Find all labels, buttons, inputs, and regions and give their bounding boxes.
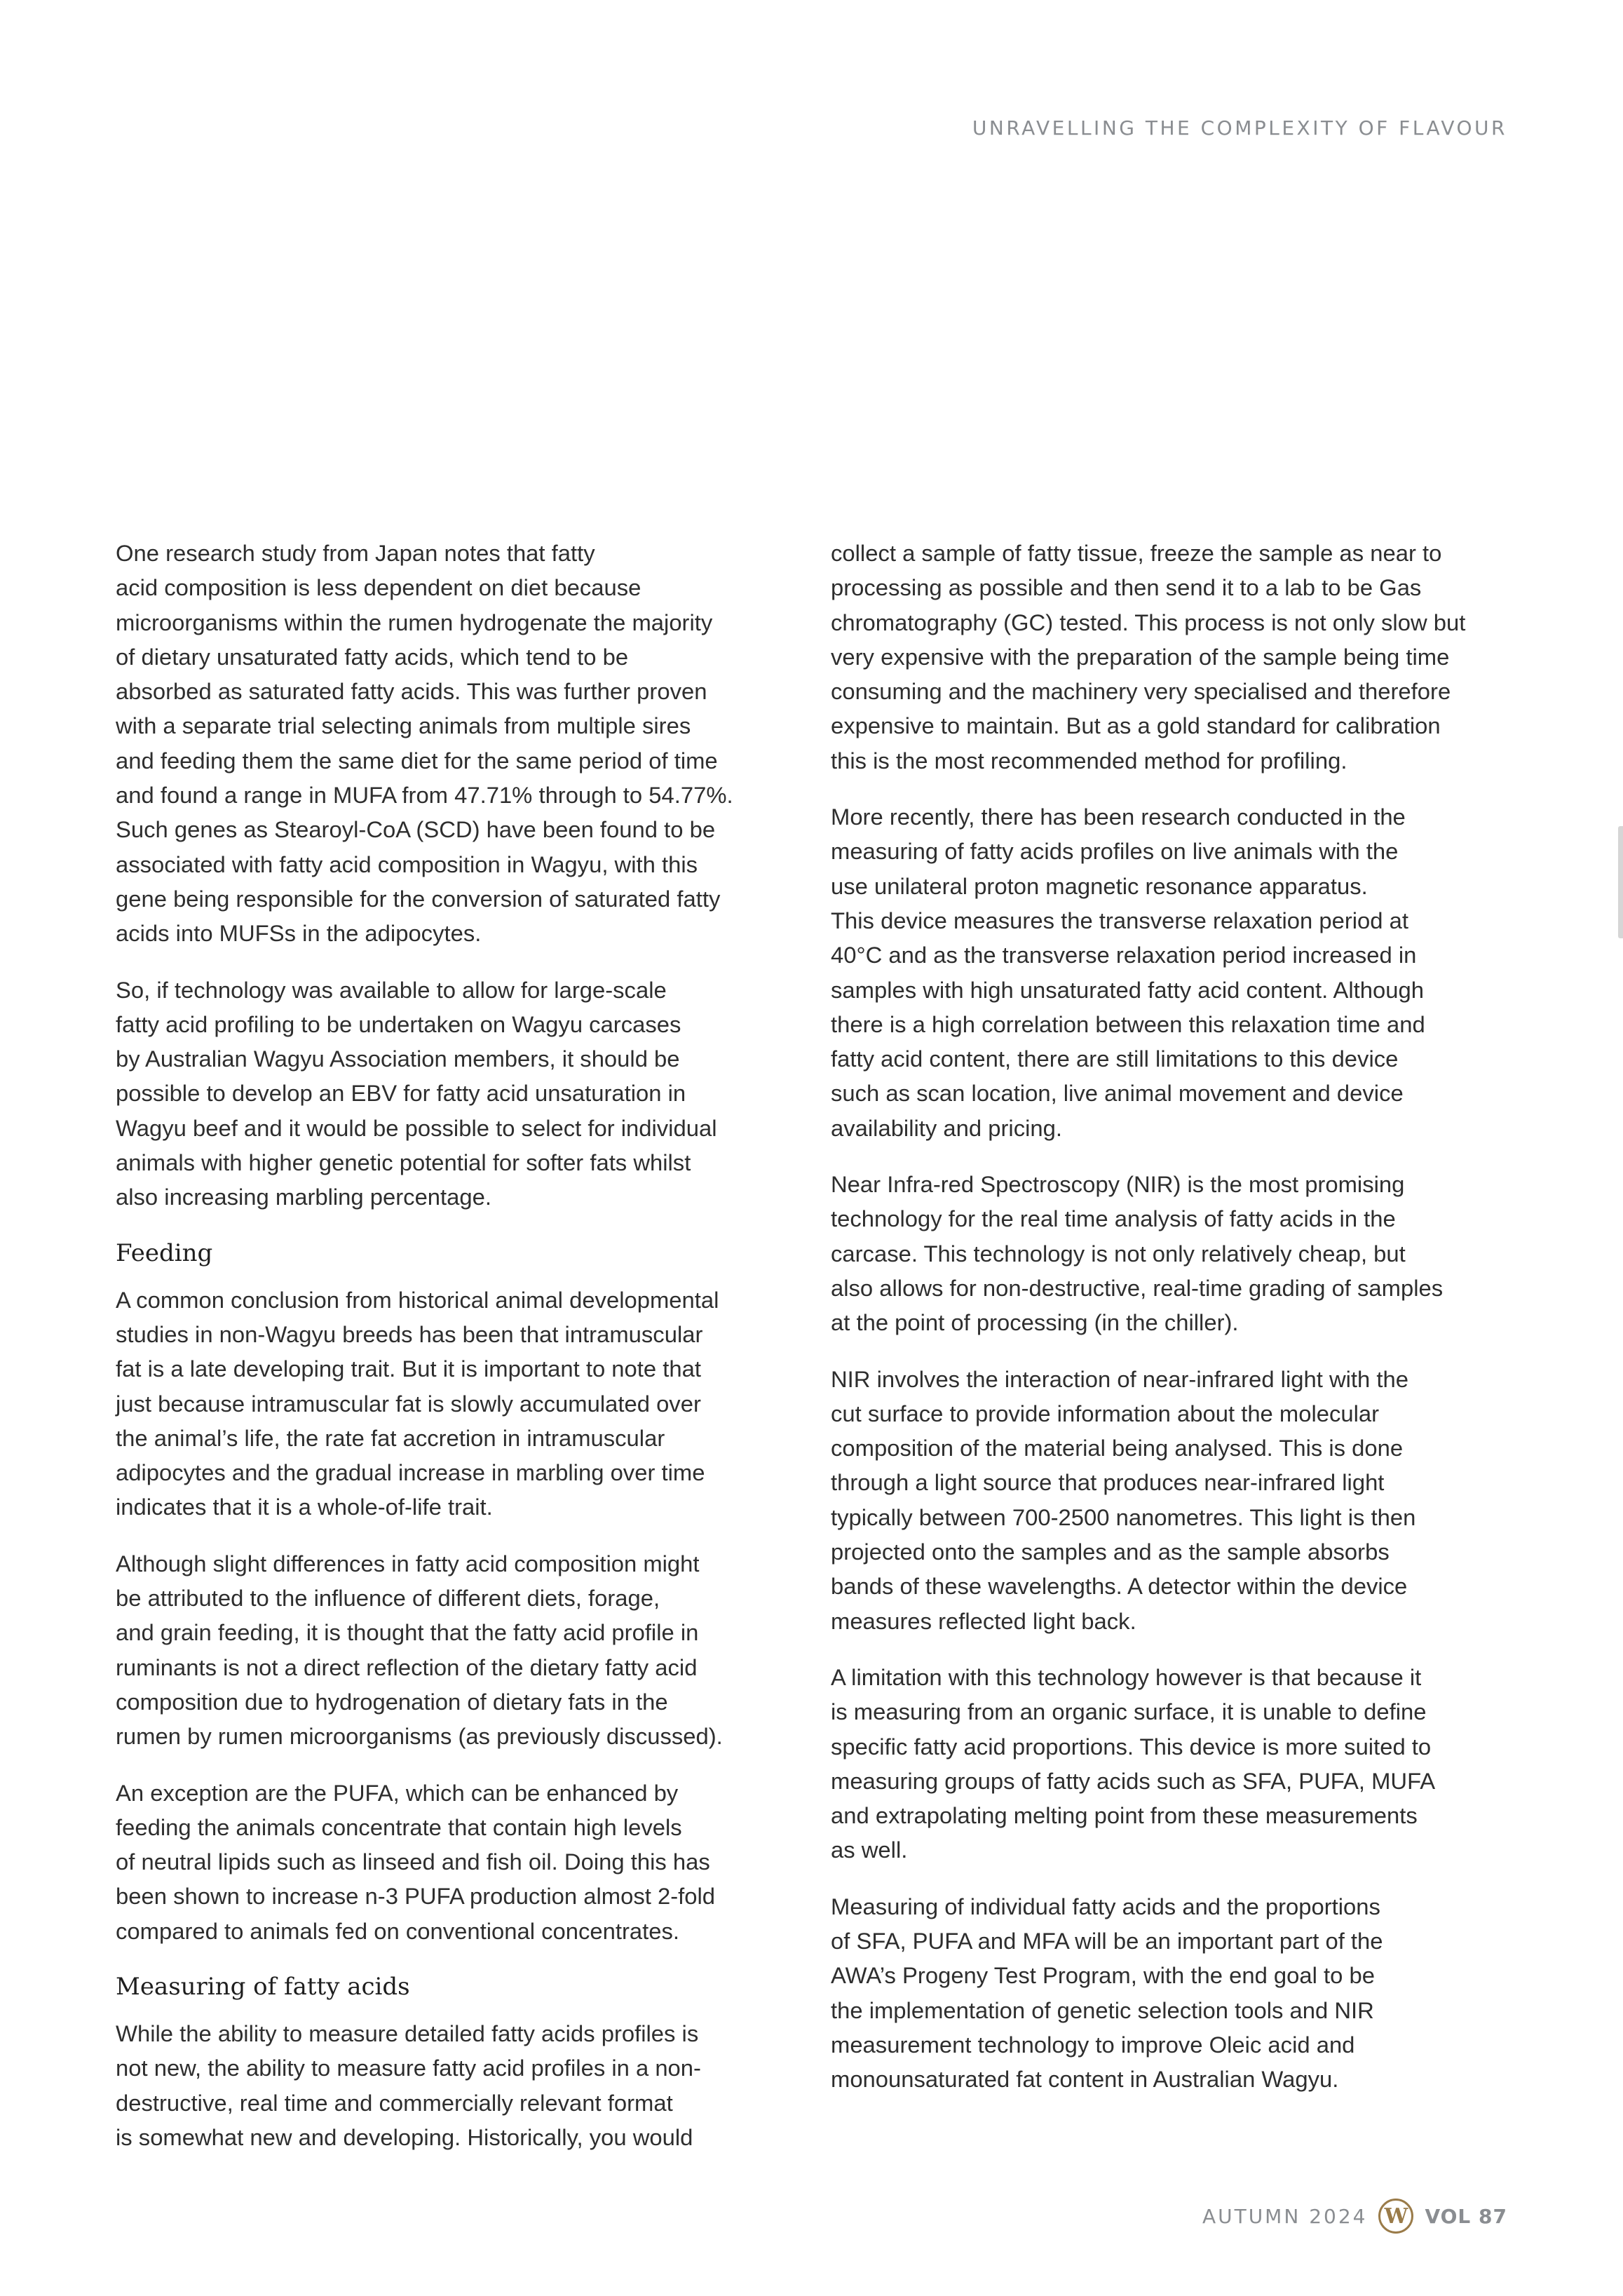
heading-feeding: Feeding: [116, 1238, 213, 1267]
paragraph-measuring-intro: While the ability to measure detailed fatty acids profiles is not new, the ability to measure fatty acid profiles in a non- destructive, real time and commercially relevant format is somewhat new and developing. Historically, you would: [116, 2020, 701, 2150]
left-column: [116, 536, 771, 2176]
paragraph-diet-differences: Although slight differences in fatty acid composition might be attributed to the influence of different diets, forage, and grain feeding, it is thought that the fatty acid profile in ruminants is not a direct reflection of the dietary fatty acid composition due to hydrogenation of dietary fats in the rumen by rumen microorganisms (as previously discussed).: [116, 1550, 723, 1750]
right-column: [831, 536, 1486, 2118]
paragraph-magnetic-resonance: More recently, there has been research conducted in the measuring of fatty acids profiles on live animals with the use unilateral proton magnetic resonance apparatus. This device measures the transverse relaxation period at 40°C and as the transverse relaxation period increased in samples with high unsaturated fatty acid content. Although there is a high correlation between this relaxation time and fatty acid content, there are still limitations to this device such as scan location, live animal movement and device availability and pricing.: [831, 804, 1425, 1141]
paragraph-pufa-exception: An exception are the PUFA, which can be enhanced by feeding the animals concentrate that contain high levels of neutral lipids such as linseed and fish oil. Doing this has been shown to increase n-3 PUFA production almost 2-fold compared to animals fed on conventional concentrates.: [116, 1779, 716, 1944]
running-header-title: UNRAVELLING THE COMPLEXITY OF FLAVOUR: [972, 116, 1507, 140]
volume-label: VOL 87: [1425, 2204, 1507, 2228]
paragraph-nir-interaction: NIR involves the interaction of near-infrared light with the cut surface to provide information about the molecular composition of the material being analysed. This is done through a light source that produces near-infrared light typically between 700-2500 nanometres. This light is then projected onto the samples and as the sample absorbs bands of these wavelengths. A detector within the device measures reflected light back.: [831, 1365, 1416, 1634]
paragraph-developmental-studies: A common conclusion from historical animal developmental studies in non-Wagyu breeds has been that intramuscular fat is a late developing trait. But it is important to note that just because intramuscular fat is slowly accumulated over the animal’s life, the rate fat accretion in intramuscular adipocytes and the gradual increase in marbling over time indicates that it is a whole-of-life trait.: [116, 1286, 719, 1520]
heading-measuring-fatty-acids: Measuring of fatty acids: [116, 1972, 410, 2001]
page-footer: [1202, 2195, 1507, 2237]
page-edge-tab: [1618, 826, 1623, 938]
issue-label: AUTUMN 2024: [1202, 2204, 1368, 2228]
wagyu-logo-icon: W: [1378, 2199, 1413, 2234]
paragraph-nir-limitation: A limitation with this technology however is that because it is measuring from an organic surface, it is unable to define specific fatty acid proportions. This device is more suited to measuring groups of fatty acids such as SFA, PUFA, MUFA and extrapolating melting point from these measurements as well.: [831, 1663, 1436, 1863]
paragraph-gc-testing: collect a sample of fatty tissue, freeze the sample as near to processing as possible and then send it to a lab to be Gas chromatography (GC) tested. This process is not only slow but very expensive with the preparation of the sample being time consuming and the machinery very specialised and therefore expensive to maintain. But as a gold standard for calibration this is the most recommended method for profiling.: [831, 540, 1466, 774]
paragraph-japan-study: One research study from Japan notes that fatty acid composition is less dependent on diet because microorganisms within the rumen hydrogenate the majority of dietary unsaturated fatty acids, which tend to be absorbed as saturated fatty acids. This was further proven with a separate trial selecting animals from multiple sires and feeding them the same diet for the same period of time and found a range in MUFA from 47.71% through to 54.77%. Such genes as Stearoyl-CoA (SCD) have been found to be associated with fatty acid composition in Wagyu, with this gene being responsible for the conversion of saturated fatty acids into MUFSs in the adipocytes.: [116, 540, 733, 947]
paragraph-nir-promising: Near Infra-red Spectroscopy (NIR) is the most promising technology for the real time analysis of fatty acids in the carcase. This technology is not only relatively cheap, but also allows for non-destructive, real-time grading of samples at the point of processing (in the chiller).: [831, 1171, 1444, 1336]
paragraph-progeny-test: Measuring of individual fatty acids and the proportions of SFA, PUFA and MFA will be an important part of the AWA’s Progeny Test Program, with the end goal to be the implementation of genetic selection tools and NIR measurement technology to improve Oleic acid and monounsaturated fat content in Australian Wagyu.: [831, 1893, 1383, 2093]
paragraph-technology-ebv: So, if technology was available to allow for large-scale fatty acid profiling to be undertaken on Wagyu carcases by Australian Wagyu Association members, it should be possible to develop an EBV for fatty acid unsaturation in Wagyu beef and it would be possible to select for individual animals with higher genetic potential for softer fats whilst also increasing marbling percentage.: [116, 976, 717, 1210]
